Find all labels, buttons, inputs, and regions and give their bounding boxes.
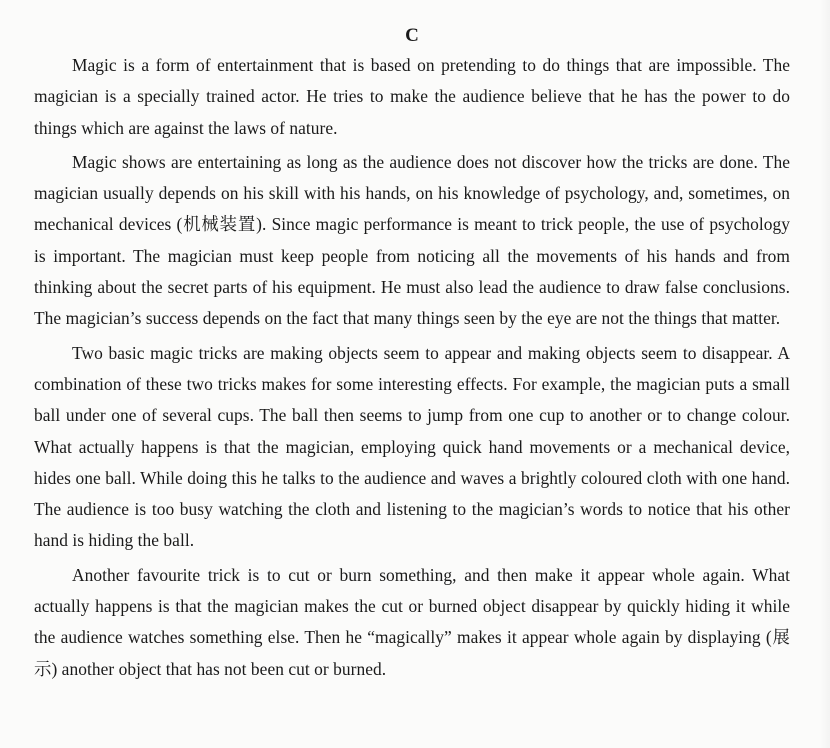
paragraph-2: Magic shows are entertaining as long as the audience does not discover how the tricks are done. The magician usually depends on his skill with his hands, on his knowledge of psychology, and, sometimes, on mechanical devices (机械装置). Since magic performance is meant to trick people, the use of psychology is important. The magician must keep people from noticing all the movements of his hands and from thinking about the secret parts of his equipment. He must also lead the audience to draw false conclusions. The magician’s success depends on the fact that many things seen by the eye are not the things that matter. [34,151,790,329]
paragraph-3: Two basic magic tricks are making objects seem to appear and making objects seem to disappear. A combination of these two tricks makes for some interesting effects. For example, the magician puts a small ball under one of several cups. The ball then seems to jump from one cup to another or to change colour. What actually happens is that the magician, employing quick hand movements or a mechanical device, hides one ball. While doing this he talks to the audience and waves a brightly coloured cloth with one hand. The audience is too busy watching the cloth and listening to the magician’s words to notice that his other hand is hiding the ball. [34,342,790,551]
section-heading: C [405,25,419,46]
page-edge-shadow [820,0,830,748]
paragraph-1: Magic is a form of entertainment that is based on pretending to do things that are impossible. The magician is a specially trained actor. He tries to make the audience believe that he has the power to do things which are against the laws of nature. [34,55,790,138]
document-page [34,24,790,688]
paragraph-4: Another favourite trick is to cut or burn something, and then make it appear whole again. What actually happens is that the magician makes the cut or burned object disappear by quickly hiding it while the audience watches something else. Then he “magically” makes it appear whole again by displaying (展示) another object that has not been cut or burned. [34,564,790,679]
